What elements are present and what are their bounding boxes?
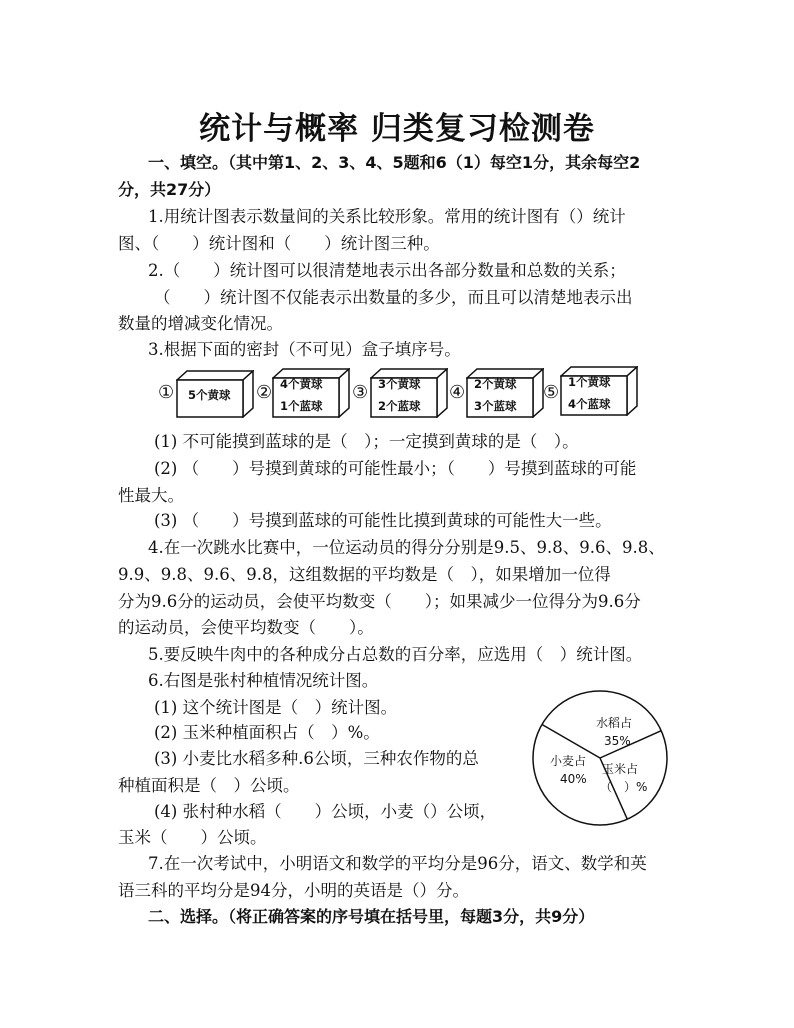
q6-line1: 6.右图是张村种植情况统计图。 [148,671,379,690]
q2-line2: （ ）统计图不仅能表示出数量的多少，而且可以清楚地表示出 [154,288,633,307]
section2-heading: 二、选择。（将正确答案的序号填在括号里，每题3分，共9分） [148,907,595,926]
q3-line1: 3.根据下面的密封（不可见）盒子填序号。 [148,340,461,359]
q1-line2: 图、（ ）统计图和（ ）统计图三种。 [118,234,440,253]
box-5-label2: 4个蓝球 [568,397,611,411]
q6-sub2: (2) 玉米种植面积占（ ）%。 [154,723,380,742]
section1-heading: 一、填空。（其中第1、2、3、4、5题和6（1）每空1分，其余每空2 [148,153,641,172]
q7-line2: 语三科的平均分是94分，小明的英语是（）分。 [118,881,469,900]
box-2-label1: 4个黄球 [280,377,323,391]
box-4-label2: 3个蓝球 [474,399,517,413]
pie-label-wheat: 小麦占 [550,754,587,768]
q4-line1: 4.在一次跳水比赛中，一位运动员的得分分别是9.5、9.8、9.6、9.8、 [148,538,665,557]
q6-sub3-cont: 种植面积是（ ）公顷。 [118,776,300,795]
q3-sub2-cont: 性最大。 [118,486,184,505]
q3-sub2: (2) （ ）号摸到黄球的可能性最小；（ ）号摸到蓝球的可能 [154,459,637,478]
q6-sub3: (3) 小麦比水稻多种.6公顷，三种农作物的总 [154,749,479,768]
pie-value-wheat: 40% [560,772,587,786]
q5-line1: 5.要反映牛肉中的各种成分占总数的百分率，应选用（ ）统计图。 [148,645,643,664]
box-4-label1: 2个黄球 [474,377,517,391]
pie-label-rice: 水稻占 [596,716,633,730]
q2-line3: 数量的增减变化情况。 [118,314,283,333]
box-3-label1: 3个黄球 [378,377,421,391]
q6-sub4: (4) 张村种水稻（ ）公顷，小麦（）公顷， [154,802,497,821]
q3-sub1: (1) 不可能摸到蓝球的是（ ）；一定摸到黄球的是（ ）。 [154,432,579,451]
q4-line2: 9.9、9.8、9.6、9.8，这组数据的平均数是（ ），如果增加一位得 [118,565,611,584]
q7-line1: 7.在一次考试中，小明语文和数学的平均分是96分，语文、数学和英 [148,854,647,873]
q1-line1: 1.用统计图表示数量间的关系比较形象。常用的统计图有（）统计 [148,207,626,226]
box-2-label2: 1个蓝球 [280,399,323,413]
q4-line4: 的运动员，会使平均数变（ ）。 [118,618,374,637]
box-number-3: ③ [352,382,369,403]
q3-sub3: (3) （ ）号摸到蓝球的可能性比摸到黄球的可能性大一些。 [154,511,612,530]
box-number-5: ⑤ [543,382,560,403]
box-5-label1: 1个黄球 [568,375,611,389]
pie-value-rice: 35% [604,734,631,748]
pie-value-corn: （ ）% [600,780,648,794]
box-number-4: ④ [449,382,466,403]
box-3-label2: 2个蓝球 [378,399,421,413]
q6-sub1: (1) 这个统计图是（ ）统计图。 [154,698,398,717]
box-1-label1: 5个黄球 [188,388,231,402]
q4-line3: 分为9.6分的运动员，会使平均数变（ ）；如果减少一位得分为9.6分 [118,592,641,611]
box-number-1: ① [158,382,175,403]
page-title: 统计与概率 归类复习检测卷 [199,111,595,147]
pie-label-corn: 玉米占 [602,762,639,776]
q2-line1: 2.（ ）统计图可以很清楚地表示出各部分数量和总数的关系； [148,261,626,280]
pie-chart [530,688,670,832]
q6-sub4-cont: 玉米（ ）公顷。 [118,828,267,847]
section1-heading-cont: 分，共27分） [118,180,221,199]
box-number-2: ② [256,382,273,403]
